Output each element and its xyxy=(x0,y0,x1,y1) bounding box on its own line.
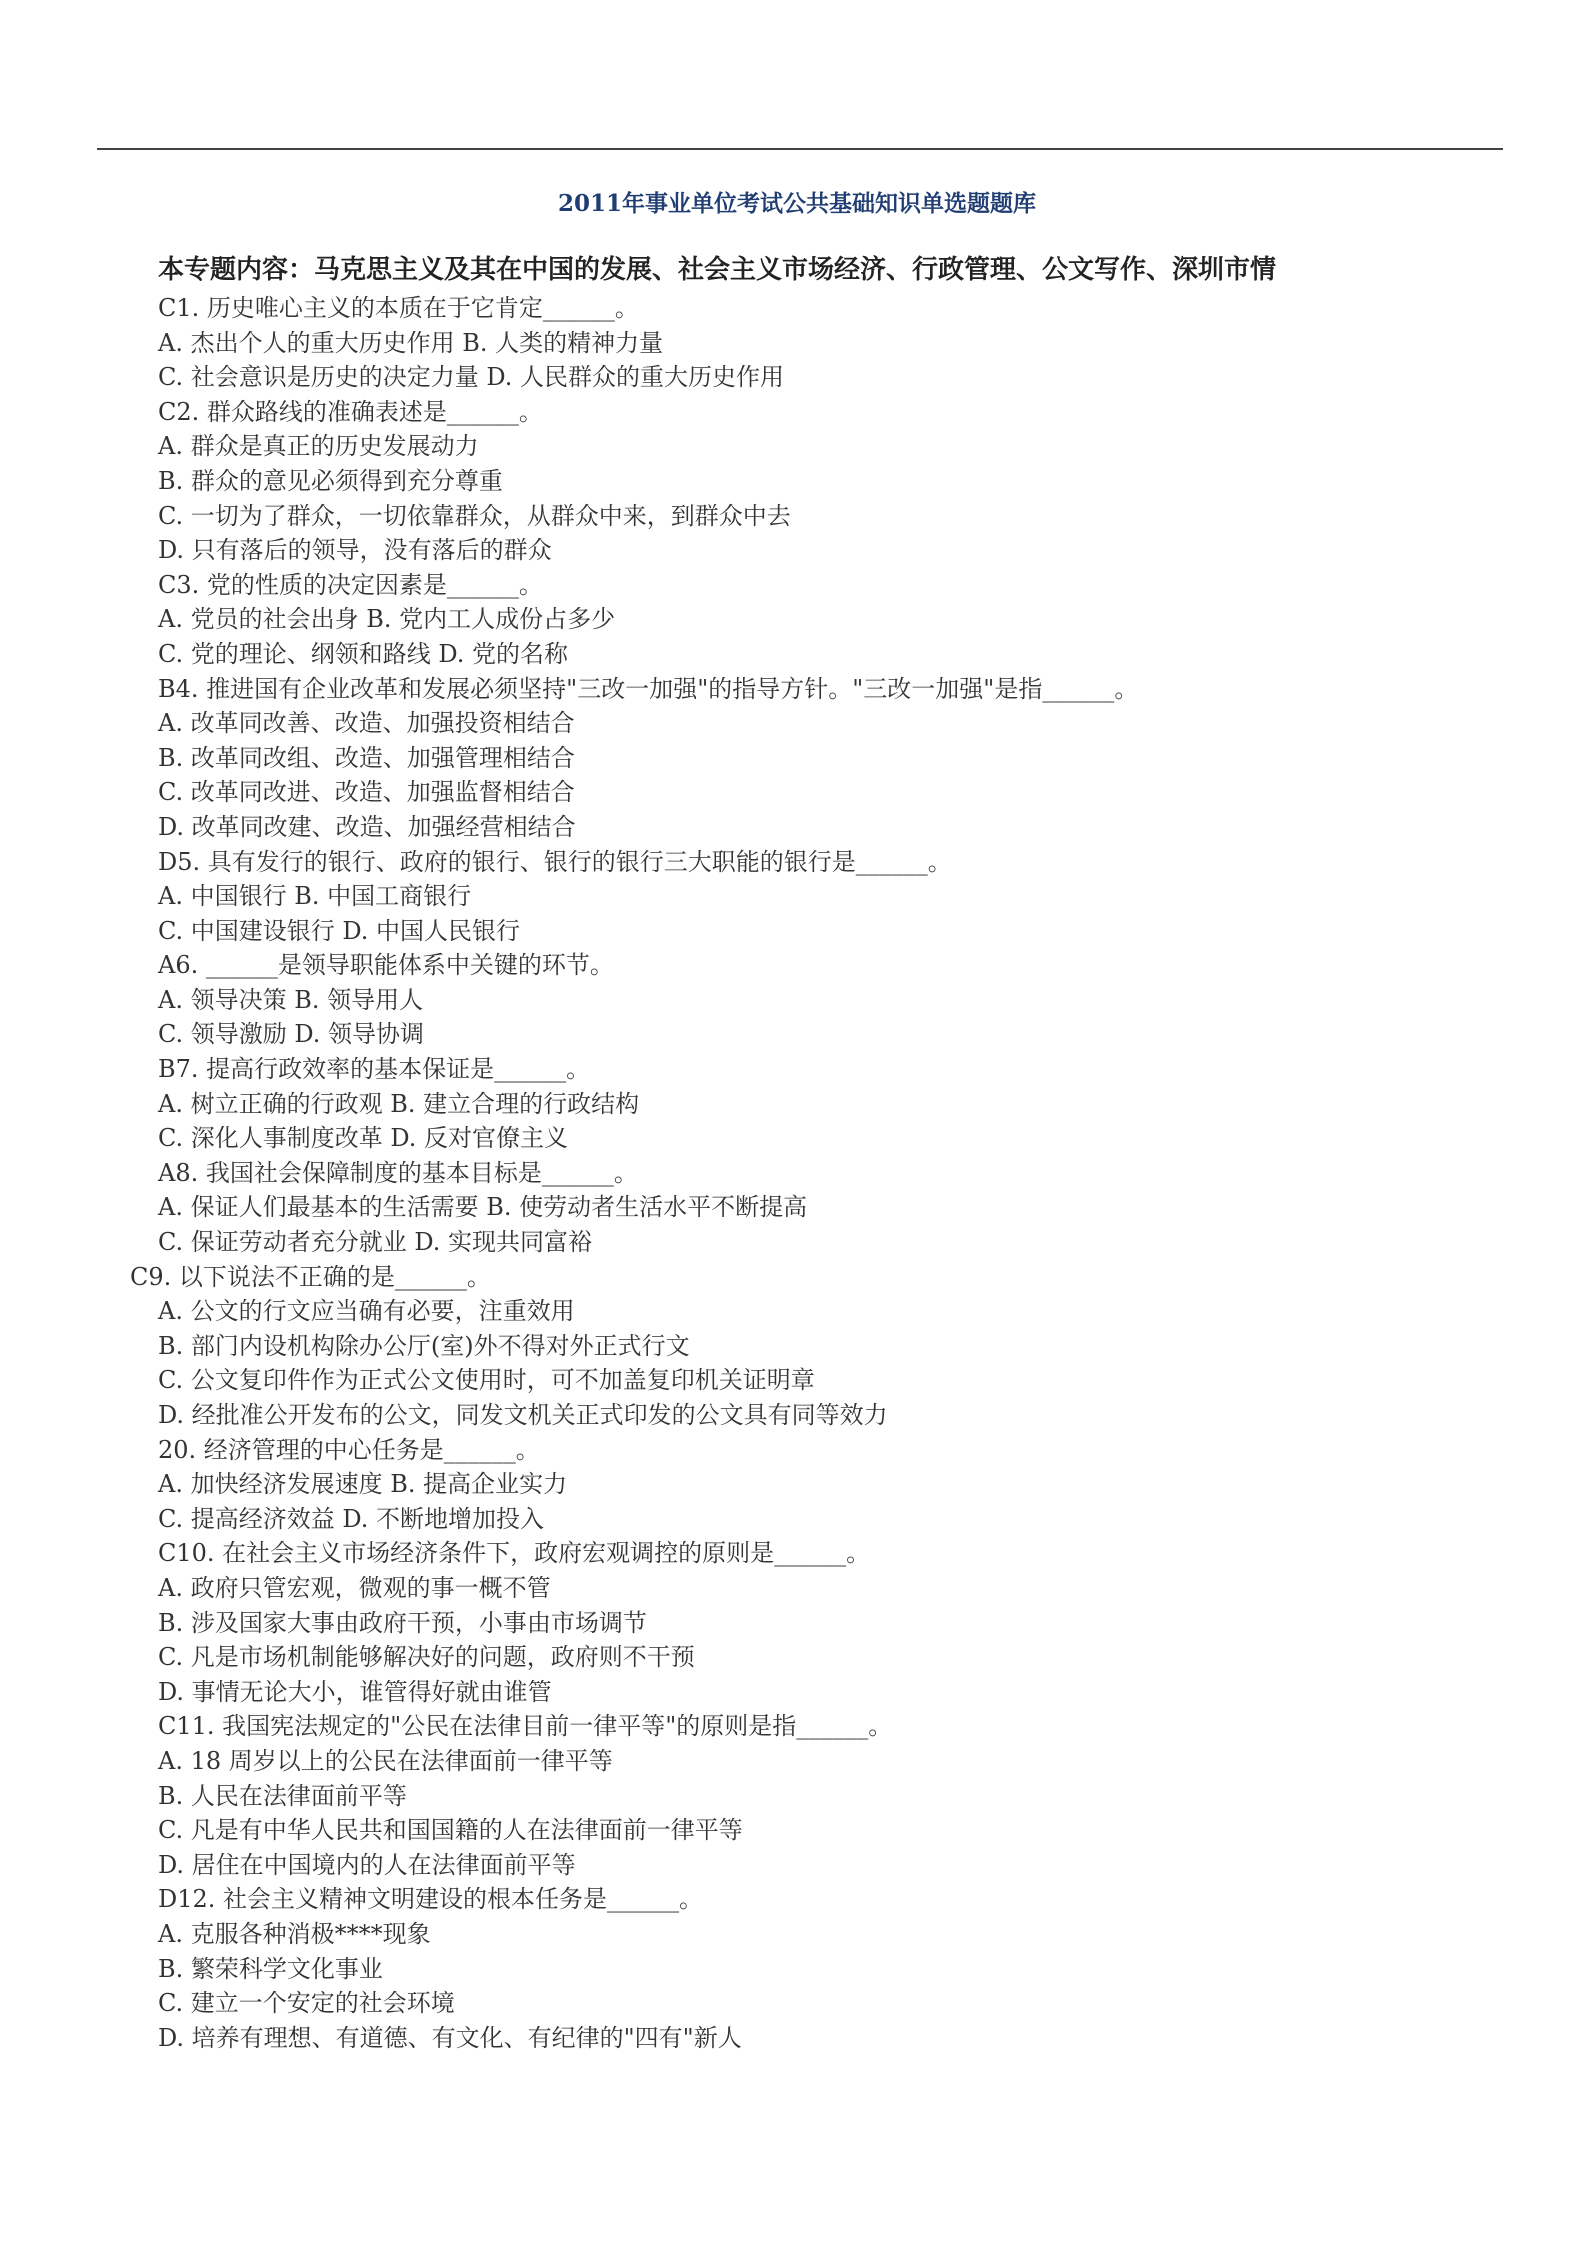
question-stem: C11. 我国宪法规定的"公民在法律目前一律平等"的原则是指______。 xyxy=(158,1712,893,1741)
answer-option: D. 事情无论大小，谁管得好就由谁管 xyxy=(158,1677,552,1706)
question-stem: C9. 以下说法不正确的是______。 xyxy=(130,1262,491,1291)
answer-option: C. 社会意识是历史的决定力量 D. 人民群众的重大历史作用 xyxy=(158,363,785,392)
answer-option: C. 改革同改进、改造、加强监督相结合 xyxy=(158,778,575,807)
question-stem: C10. 在社会主义市场经济条件下，政府宏观调控的原则是______。 xyxy=(158,1539,871,1568)
answer-option: C. 党的理论、纲领和路线 D. 党的名称 xyxy=(158,639,569,668)
answer-option: D. 培养有理想、有道德、有文化、有纪律的"四有"新人 xyxy=(158,2023,742,2052)
question-stem: D5. 具有发行的银行、政府的银行、银行的银行三大职能的银行是______。 xyxy=(158,847,952,876)
answer-option: A. 杰出个人的重大历史作用 B. 人类的精神力量 xyxy=(158,328,664,357)
answer-option: A. 克服各种消极****现象 xyxy=(158,1919,431,1948)
answer-option: C. 深化人事制度改革 D. 反对官僚主义 xyxy=(158,1124,569,1153)
answer-option: B. 人民在法律面前平等 xyxy=(158,1781,407,1810)
answer-option: A. 18 周岁以上的公民在法律面前一律平等 xyxy=(158,1746,613,1775)
answer-option: C. 保证劳动者充分就业 D. 实现共同富裕 xyxy=(158,1228,593,1257)
question-stem: D12. 社会主义精神文明建设的根本任务是______。 xyxy=(158,1885,704,1914)
topic-statement: 本专题内容：马克思主义及其在中国的发展、社会主义市场经济、行政管理、公文写作、深圳市情 xyxy=(158,255,1277,285)
answer-option: A. 保证人们最基本的生活需要 B. 使劳动者生活水平不断提高 xyxy=(158,1193,808,1222)
question-stem: C3. 党的性质的决定因素是______。 xyxy=(158,570,543,599)
answer-option: C. 公文复印件作为正式公文使用时，可不加盖复印机关证明章 xyxy=(158,1366,815,1395)
header-rule xyxy=(97,148,1503,150)
question-stem: B7. 提高行政效率的基本保证是______。 xyxy=(158,1055,591,1084)
question-stem: A8. 我国社会保障制度的基本目标是______。 xyxy=(158,1158,638,1187)
question-list xyxy=(130,291,1538,2055)
answer-option: B. 部门内设机构除办公厅(室)外不得对外正式行文 xyxy=(158,1331,690,1360)
answer-option: A. 领导决策 B. 领导用人 xyxy=(158,985,424,1014)
question-stem: A6. ______是领导职能体系中关键的环节。 xyxy=(158,951,614,980)
answer-option: A. 群众是真正的历史发展动力 xyxy=(158,432,479,461)
answer-option: D. 只有落后的领导，没有落后的群众 xyxy=(158,536,552,565)
question-stem: C2. 群众路线的准确表述是______。 xyxy=(158,397,543,426)
answer-option: A. 树立正确的行政观 B. 建立合理的行政结构 xyxy=(158,1089,640,1118)
answer-option: D. 经批准公开发布的公文，同发文机关正式印发的公文具有同等效力 xyxy=(158,1401,888,1429)
document-title: 2011年事业单位考试公共基础知识单选题题库 xyxy=(557,190,1036,217)
answer-option: C. 凡是市场机制能够解决好的问题，政府则不干预 xyxy=(158,1643,695,1672)
question-stem: B4. 推进国有企业改革和发展必须坚持"三改一加强"的指导方针。"三改一加强"是指______。 xyxy=(158,674,1139,703)
answer-option: A. 加快经济发展速度 B. 提高企业实力 xyxy=(158,1470,568,1499)
answer-option: D. 改革同改建、改造、加强经营相结合 xyxy=(158,812,576,841)
answer-option: A. 政府只管宏观，微观的事一概不管 xyxy=(158,1573,551,1602)
question-stem: C1. 历史唯心主义的本质在于它肯定______。 xyxy=(158,294,639,322)
answer-option: D. 居住在中国境内的人在法律面前平等 xyxy=(158,1850,576,1879)
answer-option: C. 凡是有中华人民共和国国籍的人在法律面前一律平等 xyxy=(158,1816,743,1845)
answer-option: A. 公文的行文应当确有必要，注重效用 xyxy=(158,1297,575,1326)
answer-option: A. 改革同改善、改造、加强投资相结合 xyxy=(158,709,575,738)
answer-option: C. 中国建设银行 D. 中国人民银行 xyxy=(158,916,521,945)
answer-option: B. 群众的意见必须得到充分尊重 xyxy=(158,466,503,495)
answer-option: B. 繁荣科学文化事业 xyxy=(158,1954,383,1983)
answer-option: B. 涉及国家大事由政府干预，小事由市场调节 xyxy=(158,1608,647,1637)
answer-option: C. 领导激励 D. 领导协调 xyxy=(158,1020,425,1049)
answer-option: C. 建立一个安定的社会环境 xyxy=(158,1989,455,2018)
answer-option: C. 一切为了群众，一切依靠群众，从群众中来，到群众中去 xyxy=(158,501,791,530)
answer-option: B. 改革同改组、改造、加强管理相结合 xyxy=(158,743,575,772)
answer-option: C. 提高经济效益 D. 不断地增加投入 xyxy=(158,1504,545,1533)
answer-option: A. 中国银行 B. 中国工商银行 xyxy=(158,882,472,911)
question-stem: 20. 经济管理的中心任务是______。 xyxy=(158,1435,540,1464)
answer-option: A. 党员的社会出身 B. 党内工人成份占多少 xyxy=(158,605,616,634)
